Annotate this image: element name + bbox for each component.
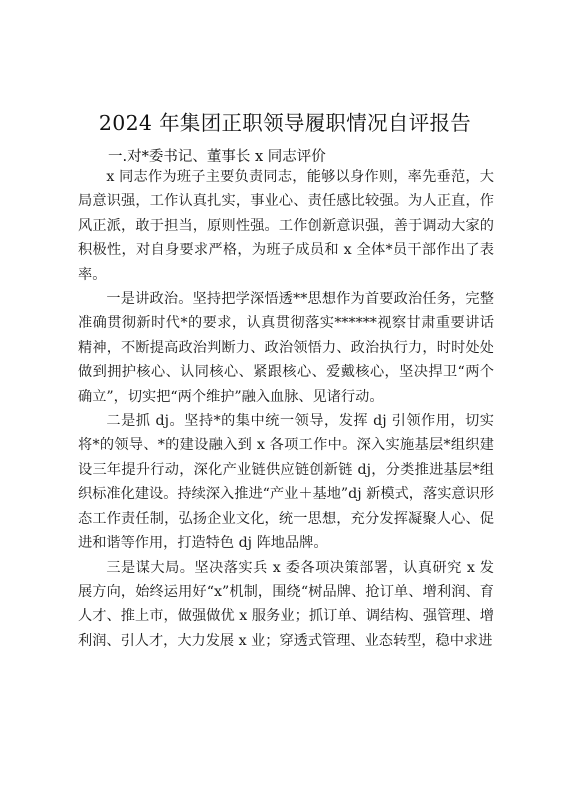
document-title: 2024 年集团正职领导履职情况自评报告 <box>98 111 472 135</box>
body-text <box>78 165 494 653</box>
paragraph-politics: 一是讲政治。坚持把学深悟透**思想作为首要政治任务，完整准确贯彻新时代*的要求，认真贯彻落实******视察甘肃重要讲话精神，不断提高政治判断力、政治领悟力、政治执行力，时时处处做到拥护核心、认同核心、紧跟核心、爱戴核心，坚决捍卫“两个确立”，切实把“两个维护”融入血脉、见诸行动。 <box>78 291 494 405</box>
section-heading: 一.对*委书记、董事长 x 同志评价 <box>108 149 326 165</box>
paragraph-party-building: 二是抓 dj。坚持*的集中统一领导，发挥 dj 引领作用，切实将*的领导、*的建设融入到 x 各项工作中。深入实施基层*组织建设三年提升行动，深化产业链供应链创新链 dj，分类推进基层*组织标准化建设。持续深入推进“产业＋基地”dj 新模式，落实意识形态工作责任制，弘扬企业文化，统一思想，充分发挥凝聚人心、促进和谐等作用，打造特色 dj 阵地品牌。 <box>78 413 494 552</box>
paragraph-overall-situation: 三是谋大局。坚决落实兵 x 委各项决策部署，认真研究 x 发展方向，始终运用好“x”机制，围绕“树品牌、抢订单、增利润、育人才、推上市，做强做优 x 服务业；抓订单、调结构、强管理、增利润、引人才，大力发展 x 业；穿透式管理、业态转型，稳中求进 <box>78 559 494 649</box>
paragraph-overall-evaluation: x 同志作为班子主要负责同志，能够以身作则，率先垂范，大局意识强，工作认真扎实，事业心、责任感比较强。为人正直，作风正派，敢于担当，原则性强。工作创新意识强，善于调动大家的积极性，对自身要求严格，为班子成员和 x 全体*员干部作出了表率。 <box>78 169 494 283</box>
